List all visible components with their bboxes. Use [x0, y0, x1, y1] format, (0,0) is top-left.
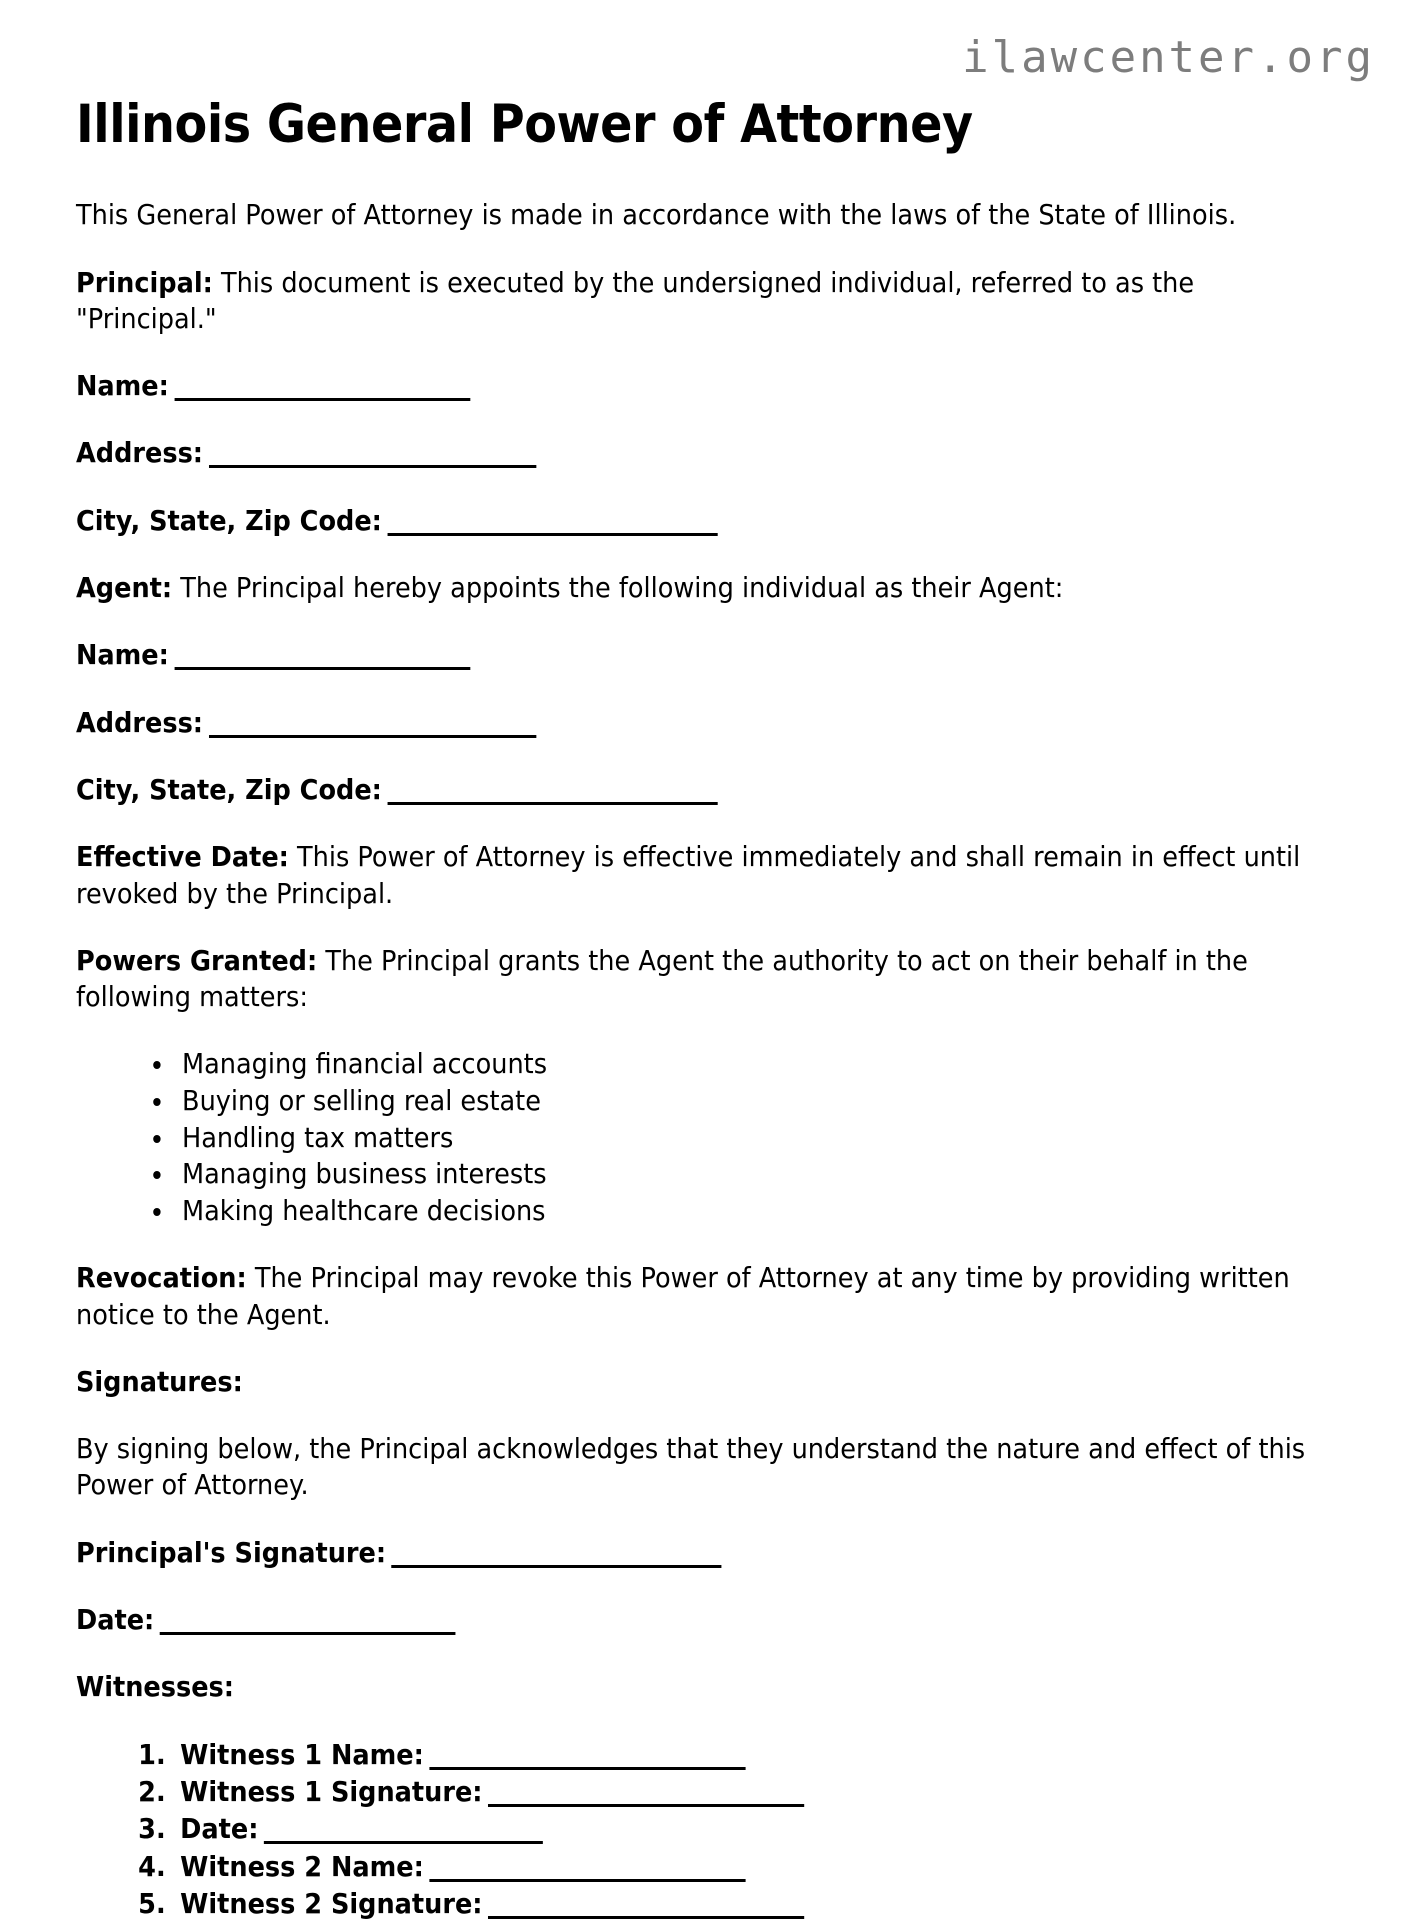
principal-signature-blank[interactable] [392, 1565, 722, 1568]
list-item: • Buying or selling real estate [175, 1083, 1338, 1120]
revocation-paragraph [76, 1260, 1338, 1333]
agent-name-label: Name: [76, 639, 169, 672]
principal-paragraph [76, 265, 1338, 338]
document-body [76, 96, 1338, 1924]
principal-name-field[interactable] [76, 368, 1338, 404]
intro-text: This General Power of Attorney is made in accordance with the laws of the State of Illinois. [76, 199, 1237, 232]
principal-name-blank[interactable] [174, 398, 470, 401]
witness-date-label: Date: [180, 1813, 259, 1846]
principal-citystatezip-field[interactable] [76, 503, 1338, 539]
principal-address-label: Address: [76, 437, 204, 470]
list-item: • Making healthcare decisions [175, 1193, 1338, 1230]
principal-label: Principal: [76, 266, 213, 299]
witness-1-name-label: Witness 1 Name: [180, 1738, 424, 1771]
principal-signature-label: Principal's Signature: [76, 1536, 387, 1569]
principal-text: This document is executed by the undersigned individual, referred to as the "Principal." [76, 266, 1195, 335]
agent-label: Agent: [76, 572, 173, 605]
signatures-heading [76, 1364, 1338, 1400]
powers-list [76, 1046, 1338, 1229]
list-item[interactable] [175, 1811, 1338, 1848]
agent-paragraph [76, 570, 1338, 606]
witness-2-signature-label: Witness 2 Signature: [180, 1888, 483, 1921]
revocation-label: Revocation: [76, 1262, 247, 1295]
list-item[interactable] [175, 1849, 1338, 1886]
principal-citystatezip-blank[interactable] [387, 533, 717, 536]
agent-citystatezip-label: City, State, Zip Code: [76, 773, 382, 806]
agent-name-blank[interactable] [174, 667, 470, 670]
principal-date-label: Date: [76, 1603, 155, 1636]
agent-address-field[interactable] [76, 705, 1338, 741]
agent-citystatezip-field[interactable] [76, 772, 1338, 808]
powers-granted-label: Powers Granted: [76, 944, 318, 977]
effective-date-label: Effective Date: [76, 841, 289, 874]
witnesses-label: Witnesses: [76, 1671, 234, 1704]
principal-signature-field[interactable] [76, 1535, 1338, 1571]
witness-2-signature-blank[interactable] [488, 1916, 804, 1919]
witness-2-name-label: Witness 2 Name: [180, 1850, 424, 1883]
principal-date-blank[interactable] [160, 1632, 456, 1635]
powers-granted-paragraph [76, 943, 1338, 1016]
agent-name-field[interactable] [76, 637, 1338, 673]
list-item[interactable] [175, 1737, 1338, 1774]
witness-1-signature-blank[interactable] [488, 1804, 804, 1807]
witness-1-name-blank[interactable] [429, 1767, 745, 1770]
witness-1-signature-label: Witness 1 Signature: [180, 1775, 483, 1808]
witness-list [76, 1737, 1338, 1924]
list-item: • Managing business interests [175, 1156, 1338, 1193]
effective-date-text: This Power of Attorney is effective immediately and shall remain in effect until revoked by the Principal. [76, 841, 1301, 910]
principal-name-label: Name: [76, 370, 169, 403]
principal-address-field[interactable] [76, 435, 1338, 471]
agent-address-blank[interactable] [209, 735, 536, 738]
list-item[interactable] [175, 1774, 1338, 1811]
effective-date-paragraph [76, 839, 1338, 912]
list-item: • Managing financial accounts [175, 1046, 1338, 1083]
agent-address-label: Address: [76, 706, 204, 739]
page-title: Illinois General Power of Attorney [76, 94, 973, 155]
site-watermark: ilawcenter.org [962, 32, 1375, 83]
witnesses-heading [76, 1669, 1338, 1705]
agent-citystatezip-blank[interactable] [387, 802, 717, 805]
intro-paragraph [76, 197, 1338, 233]
witness-date-blank[interactable] [264, 1841, 543, 1844]
witness-2-name-blank[interactable] [429, 1879, 745, 1882]
acknowledgement-text: By signing below, the Principal acknowledges that they understand the nature and effect of this Power of Attorney. [76, 1433, 1306, 1502]
principal-citystatezip-label: City, State, Zip Code: [76, 504, 382, 537]
signatures-label: Signatures: [76, 1365, 243, 1398]
list-item: • Handling tax matters [175, 1120, 1338, 1157]
revocation-text: The Principal may revoke this Power of Attorney at any time by providing written notice to the Agent. [76, 1262, 1290, 1331]
principal-date-field[interactable] [76, 1602, 1338, 1638]
list-item[interactable] [175, 1886, 1338, 1923]
powers-granted-text: The Principal grants the Agent the authority to act on their behalf in the following matters: [76, 944, 1248, 1014]
acknowledgement-paragraph [76, 1431, 1338, 1504]
principal-address-blank[interactable] [209, 465, 536, 468]
agent-text: The Principal hereby appoints the following individual as their Agent: [172, 572, 1064, 605]
